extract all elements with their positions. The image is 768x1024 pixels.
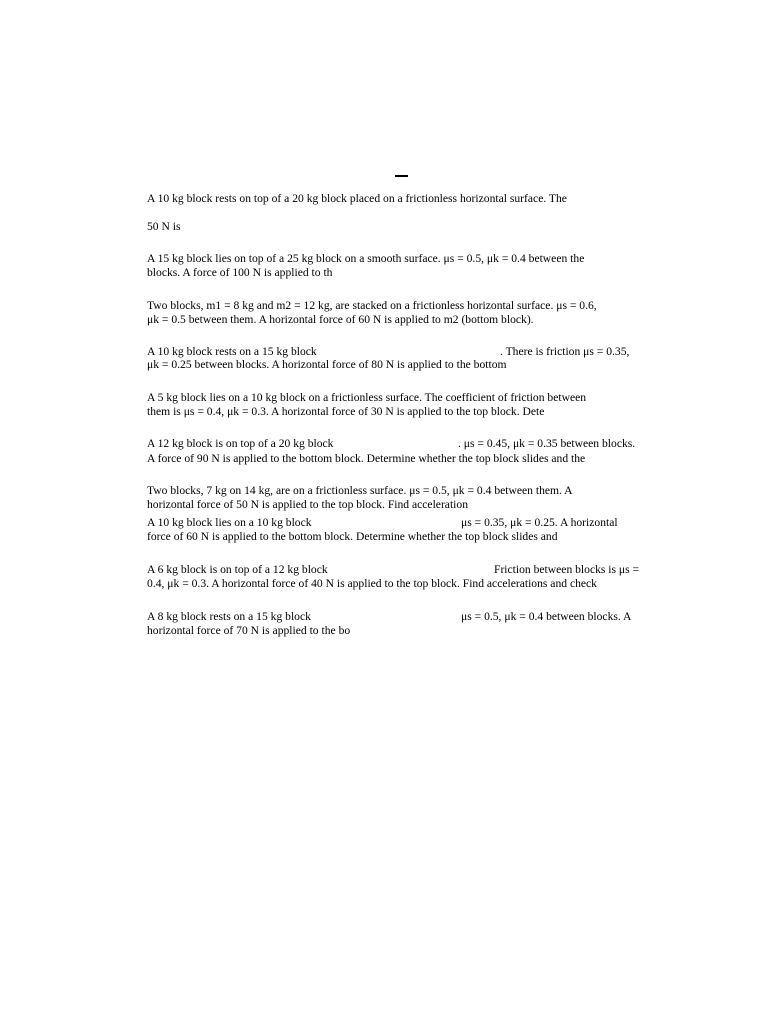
problem-4-line-1-end: . There is friction μs = 0.35, xyxy=(500,345,630,358)
problem-1-line-1: A 10 kg block rests on top of a 20 kg block placed on a frictionless horizontal surface. The xyxy=(147,192,567,205)
problem-1-line-2: 50 N is xyxy=(147,220,181,233)
problem-4-line-1-start: A 10 kg block rests on a 15 kg block xyxy=(147,345,317,358)
problem-9-line-1-end: Friction between blocks is μs = xyxy=(494,563,640,576)
problem-5-line-1: A 5 kg block lies on a 10 kg block on a frictionless surface. The coefficient of friction between xyxy=(147,391,587,404)
problem-6-line-1-start: A 12 kg block is on top of a 20 kg block xyxy=(147,437,334,450)
problem-9-line-2: 0.4, μk = 0.3. A horizontal force of 40 N is applied to the top block. Find accelerations and check xyxy=(147,577,597,590)
problem-7-line-1: Two blocks, 7 kg on 14 kg, are on a frictionless surface. μs = 0.5, μk = 0.4 between them. A xyxy=(147,484,573,497)
problem-8-line-1-start: A 10 kg block lies on a 10 kg block xyxy=(147,516,312,529)
title-dash-mark xyxy=(395,175,408,177)
problem-10-line-1-start: A 8 kg block rests on a 15 kg block xyxy=(147,610,311,623)
problem-10-line-1-end: μs = 0.5, μk = 0.4 between blocks. A xyxy=(461,610,632,623)
problem-7-line-2: horizontal force of 50 N is applied to the top block. Find acceleration xyxy=(147,498,468,511)
problem-6-line-2: A force of 90 N is applied to the bottom block. Determine whether the top block slides and the xyxy=(147,452,586,465)
problem-2-line-2: blocks. A force of 100 N is applied to th xyxy=(147,266,333,279)
problem-3-line-1: Two blocks, m1 = 8 kg and m2 = 12 kg, are stacked on a frictionless horizontal surface. μs = 0.6, xyxy=(147,299,597,312)
problem-8-line-2: force of 60 N is applied to the bottom block. Determine whether the top block slides and xyxy=(147,530,558,543)
problem-3-line-2: μk = 0.5 between them. A horizontal force of 60 N is applied to m2 (bottom block). xyxy=(147,313,534,326)
problem-4-line-2: μk = 0.25 between blocks. A horizontal force of 80 N is applied to the bottom xyxy=(147,358,507,371)
problem-5-line-2: them is μs = 0.4, μk = 0.3. A horizontal force of 30 N is applied to the top block. Dete xyxy=(147,405,545,418)
problem-6-line-1-end: . μs = 0.45, μk = 0.35 between blocks. xyxy=(458,437,636,450)
problem-8-line-1-end: μs = 0.35, μk = 0.25. A horizontal xyxy=(461,516,618,529)
problem-2-line-1: A 15 kg block lies on top of a 25 kg block on a smooth surface. μs = 0.5, μk = 0.4 between the xyxy=(147,252,585,265)
problem-9-line-1-start: A 6 kg block is on top of a 12 kg block xyxy=(147,563,328,576)
problem-10-line-2: horizontal force of 70 N is applied to the bo xyxy=(147,624,351,637)
